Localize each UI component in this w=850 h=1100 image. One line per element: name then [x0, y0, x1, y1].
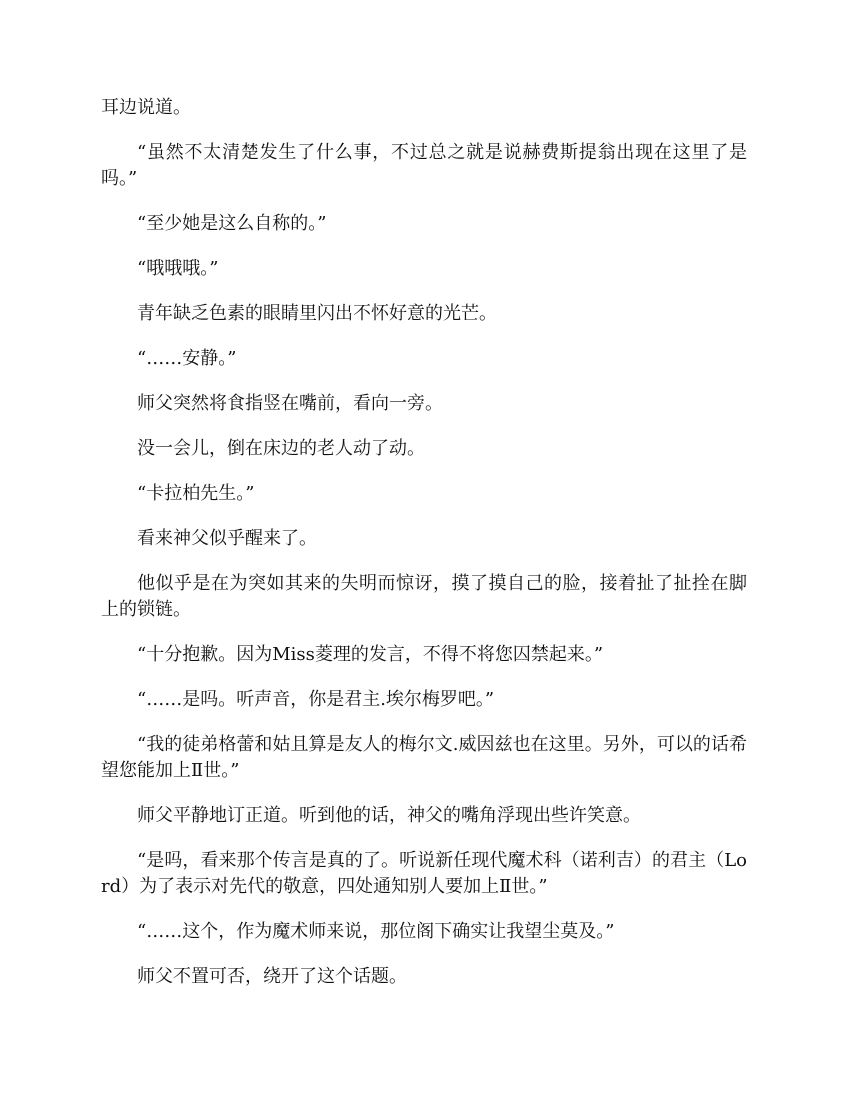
paragraph: 师父平静地订正道。听到他的话，神父的嘴角浮现出些许笑意。 [137, 805, 641, 826]
paragraph: 没一会儿，倒在床边的老人动了动。 [137, 438, 425, 459]
paragraph: 师父不置可否，绕开了这个话题。 [137, 966, 407, 987]
paragraph: “……这个，作为魔术师来说，那位阁下确实让我望尘莫及。” [137, 921, 615, 942]
paragraph: “是吗，看来那个传言是真的了。听说新任现代魔术科（诺利吉）的君主（Lord）为了表示对先代的敬意，四处通知别人要加上Ⅱ世。” [101, 850, 747, 897]
paragraph: “十分抱歉。因为Miss菱理的发言，不得不将您囚禁起来。” [137, 644, 604, 665]
paragraph: “卡拉柏先生。” [137, 483, 255, 504]
paragraph: “哦哦哦。” [137, 258, 219, 279]
paragraph: 看来神父似乎醒来了。 [137, 528, 317, 549]
paragraph: “……是吗。听声音，你是君主.埃尔梅罗吧。” [137, 689, 495, 710]
paragraph: “我的徒弟格蕾和姑且算是友人的梅尔文.威因兹也在这里。另外，可以的话希望您能加上Ⅱ世。” [101, 734, 747, 781]
paragraph: “……安静。” [137, 348, 237, 369]
paragraph: “虽然不太清楚发生了什么事，不过总之就是说赫费斯提翁出现在这里了是吗。” [101, 142, 747, 189]
paragraph-continuation: 耳边说道。 [101, 97, 191, 118]
paragraph: 他似乎是在为突如其来的失明而惊讶，摸了摸自己的脸，接着扯了扯拴在脚上的锁链。 [101, 573, 747, 620]
paragraph: 师父突然将食指竖在嘴前，看向一旁。 [137, 393, 443, 414]
paragraph: 青年缺乏色素的眼睛里闪出不怀好意的光芒。 [137, 303, 497, 324]
document-page [101, 95, 747, 1009]
paragraph: “至少她是这么自称的。” [137, 213, 327, 234]
